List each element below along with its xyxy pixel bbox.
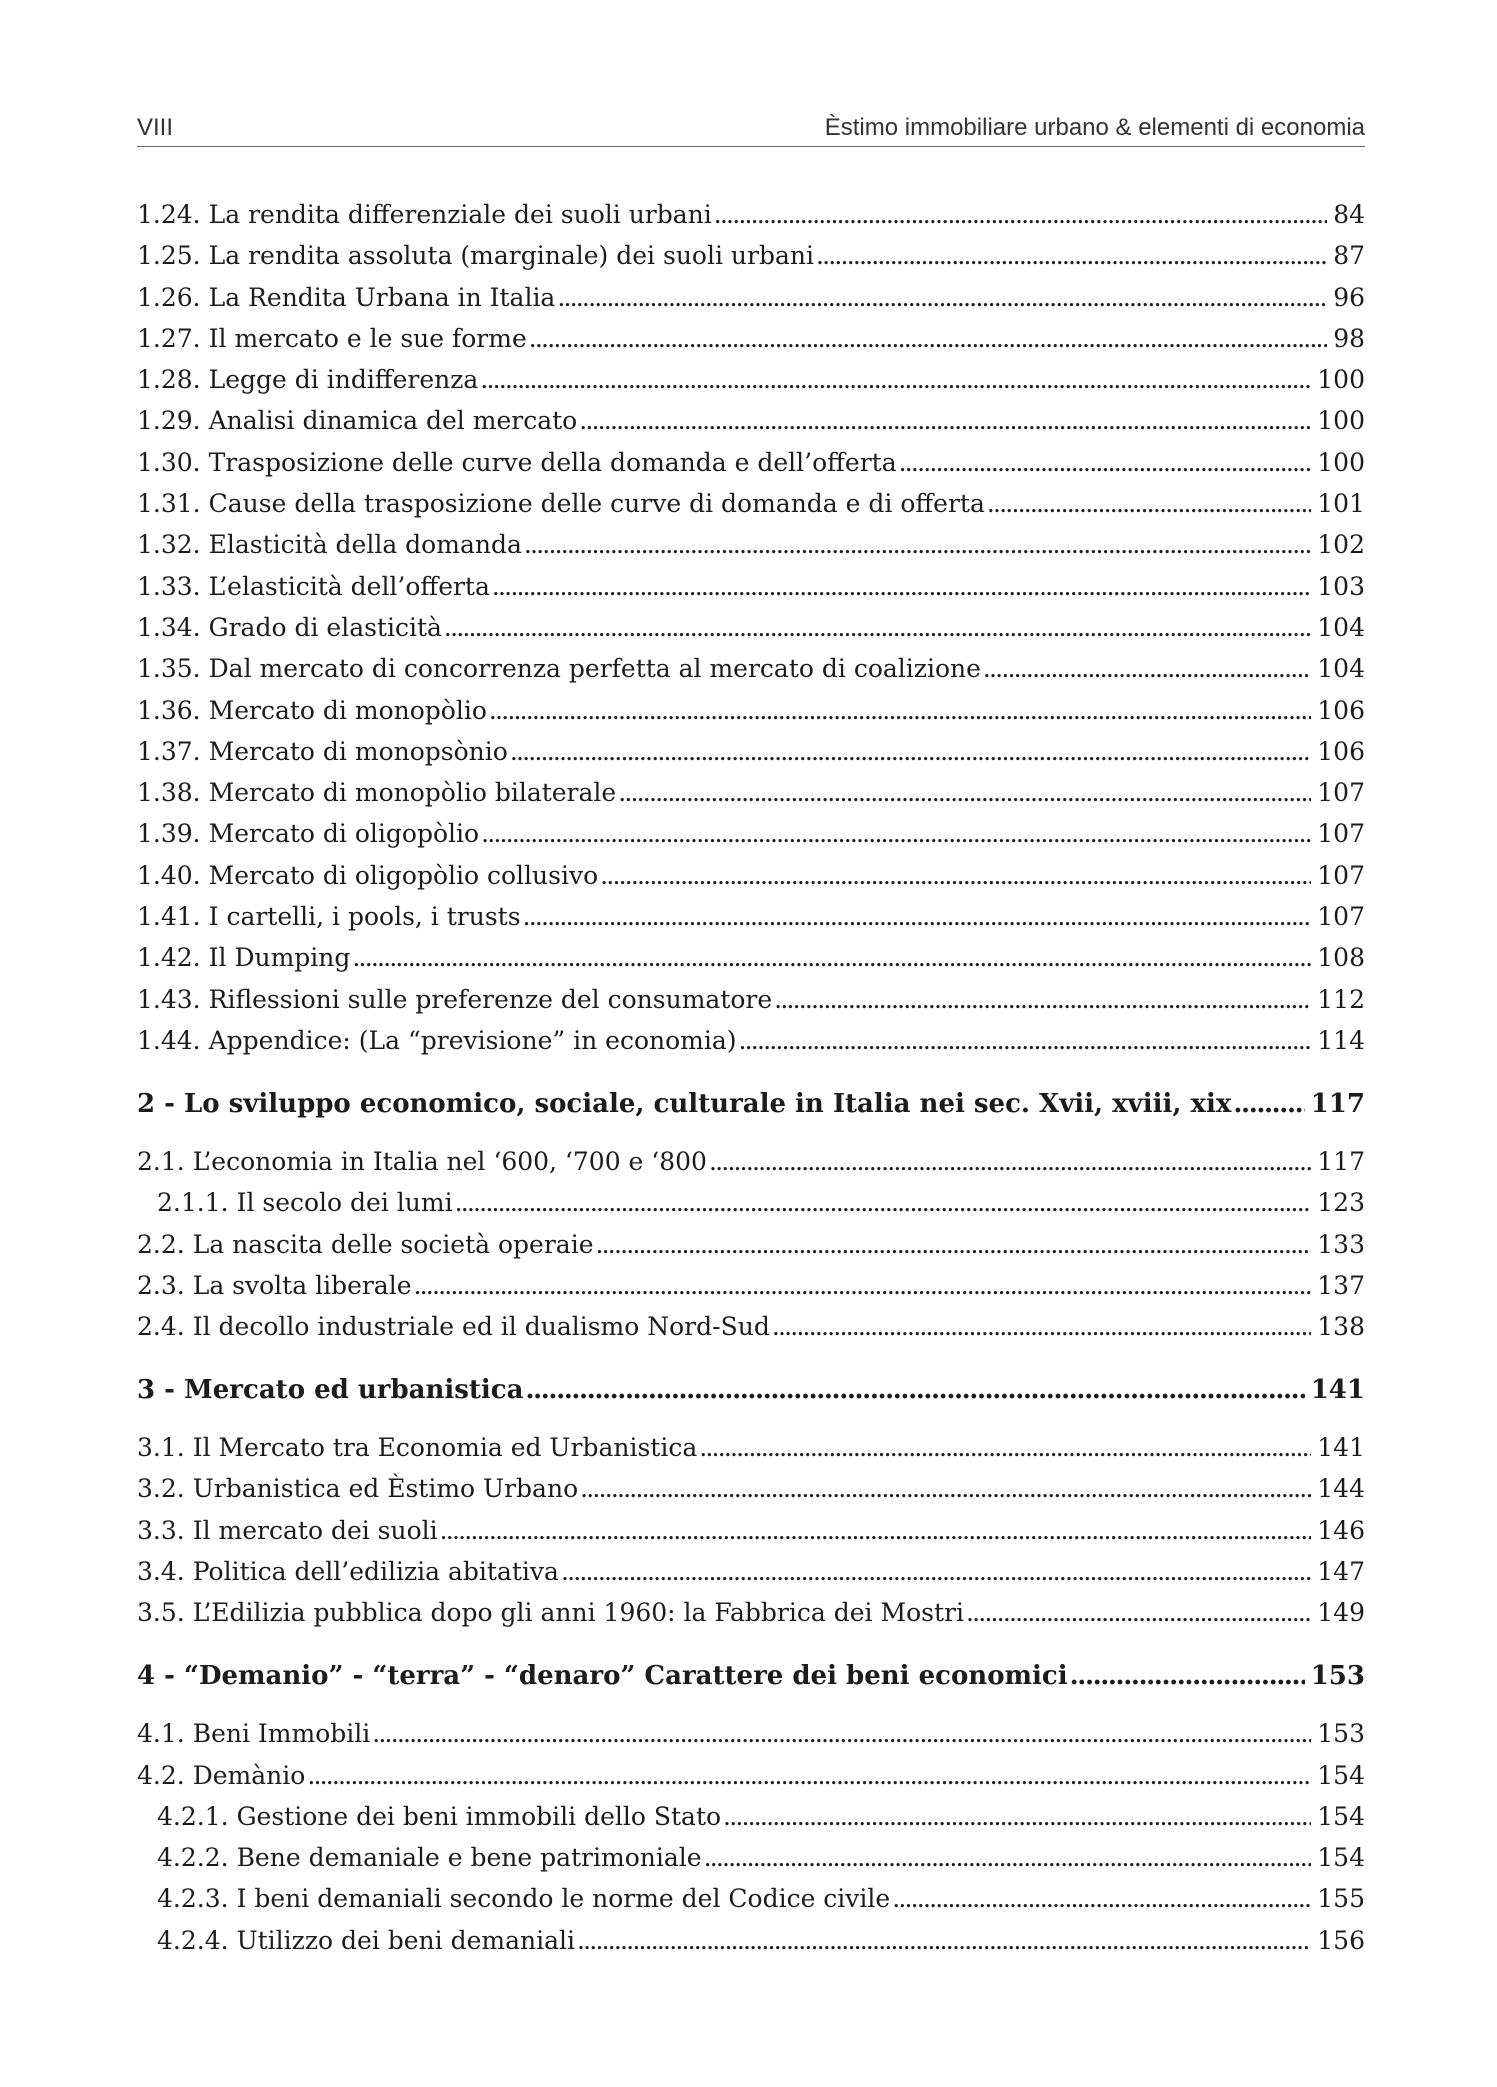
section-number: 1.40. xyxy=(137,860,201,890)
page-number: 84 xyxy=(1333,200,1365,229)
section-title: Analisi dinamica del mercato xyxy=(208,406,578,436)
table-of-contents xyxy=(137,194,1365,1961)
toc-entry xyxy=(137,1551,1365,1592)
entry-label xyxy=(157,1796,721,1837)
page-number: 106 xyxy=(1317,695,1365,725)
section-title: Urbanistica ed Èstimo Urbano xyxy=(192,1474,579,1504)
page-number: 104 xyxy=(1317,654,1365,684)
section-title: Legge di indifferenza xyxy=(208,365,479,395)
toc-entry xyxy=(137,979,1365,1020)
section-title: L’economia in Italia nel ‘600, ‘700 e ‘800 xyxy=(192,1146,707,1176)
dot-leader xyxy=(524,524,1311,565)
toc-entry xyxy=(137,1020,1365,1061)
entry-label xyxy=(137,813,479,854)
entry-label xyxy=(137,772,616,813)
toc-chapter-4 xyxy=(137,1634,1365,1961)
section-title: Appendice: (La “previsione” in economia) xyxy=(208,1025,737,1055)
section-number: 1.25. xyxy=(137,241,201,271)
section-number: 1.33. xyxy=(137,571,201,601)
page-number: 146 xyxy=(1317,1515,1365,1545)
section-title: Mercato di monopòlio xyxy=(208,695,487,725)
dot-leader xyxy=(481,813,1311,854)
dot-leader xyxy=(704,1837,1312,1878)
page-number: 155 xyxy=(1317,1884,1365,1914)
dot-leader xyxy=(480,359,1311,400)
section-title: Mercato di oligopòlio collusivo xyxy=(208,860,599,890)
section-number: 3.5. xyxy=(137,1598,185,1628)
section-number: 1.26. xyxy=(137,282,201,312)
page-number: 101 xyxy=(1317,489,1365,519)
page-number: 141 xyxy=(1317,1433,1365,1463)
entry-label xyxy=(137,483,985,524)
chapter-heading xyxy=(137,1368,1365,1412)
section-title: I cartelli, i pools, i trusts xyxy=(208,902,521,932)
section-title: L’Edilizia pubblica dopo gli anni 1960: la Fabbrica dei Mostri xyxy=(192,1598,964,1628)
page-number: 154 xyxy=(1317,1843,1365,1873)
section-title: Mercato di oligopòlio xyxy=(208,819,480,849)
section-title: Il Dumping xyxy=(208,943,351,973)
dot-leader xyxy=(579,400,1311,441)
section-number: 1.39. xyxy=(137,819,201,849)
section-title: Il mercato dei suoli xyxy=(192,1515,438,1545)
toc-subentry xyxy=(137,1920,1365,1961)
section-title: Riflessioni sulle preferenze del consumatore xyxy=(208,984,773,1014)
section-title: Beni Immobili xyxy=(192,1719,371,1749)
dot-leader xyxy=(307,1755,1311,1796)
entry-label xyxy=(157,1837,702,1878)
toc-entry xyxy=(137,1755,1365,1796)
section-title: Utilizzo dei beni demaniali xyxy=(236,1925,575,1955)
section-title: Il Mercato tra Economia ed Urbanistica xyxy=(192,1433,698,1463)
chapter-title: 4 - “Demanio” - “terra” - “denaro” Carattere dei beni economici xyxy=(137,1660,1068,1691)
section-number: 2.4. xyxy=(137,1312,185,1342)
toc-entry xyxy=(137,524,1365,565)
toc-entry xyxy=(137,1427,1365,1468)
entry-label xyxy=(137,1306,770,1347)
entry-label xyxy=(137,855,598,896)
page-number: 106 xyxy=(1317,736,1365,766)
toc-entry xyxy=(137,937,1365,978)
section-number: 1.38. xyxy=(137,778,201,808)
page-number: 117 xyxy=(1310,1088,1365,1119)
page-number: 153 xyxy=(1310,1660,1365,1691)
section-number: 2.2. xyxy=(137,1229,185,1259)
section-title: Grado di elasticità xyxy=(208,612,442,642)
section-title: Mercato di monopòlio bilaterale xyxy=(208,778,617,808)
section-title: Politica dell’edilizia abitativa xyxy=(192,1556,559,1586)
section-number: 1.29. xyxy=(137,406,201,436)
section-number: 4.2.2. xyxy=(157,1843,229,1873)
dot-leader xyxy=(966,1592,1311,1633)
section-title: Mercato di monopsònio xyxy=(208,736,508,766)
dot-leader xyxy=(352,937,1311,978)
section-title: La rendita assoluta (marginale) dei suoli urbani xyxy=(208,241,814,271)
toc-entry xyxy=(137,896,1365,937)
toc-entry xyxy=(137,318,1365,359)
section-number: 1.42. xyxy=(137,943,201,973)
entry-label xyxy=(137,1224,594,1265)
section-number: 1.32. xyxy=(137,530,201,560)
dot-leader xyxy=(489,690,1311,731)
chapter-heading xyxy=(137,1082,1365,1126)
section-number: 4.2. xyxy=(137,1760,185,1790)
page-number: 138 xyxy=(1317,1312,1365,1342)
dot-leader xyxy=(414,1265,1312,1306)
entry-label xyxy=(137,1755,305,1796)
entry-label xyxy=(137,359,478,400)
entry-label xyxy=(137,318,527,359)
chapter-heading xyxy=(137,1654,1365,1698)
entry-label xyxy=(137,194,712,235)
toc-entry xyxy=(137,607,1365,648)
toc-entry xyxy=(137,277,1365,318)
section-number: 1.31. xyxy=(137,489,201,519)
page-number: 107 xyxy=(1317,819,1365,849)
toc-entry xyxy=(137,1713,1365,1754)
entry-label xyxy=(137,400,577,441)
section-number: 1.27. xyxy=(137,323,201,353)
dot-leader xyxy=(510,731,1311,772)
entry-label xyxy=(137,1020,737,1061)
toc-entry xyxy=(137,1265,1365,1306)
toc-entry xyxy=(137,855,1365,896)
toc-entry xyxy=(137,1224,1365,1265)
toc-entry xyxy=(137,235,1365,276)
dot-leader xyxy=(557,277,1327,318)
toc-entry xyxy=(137,1468,1365,1509)
dot-leader xyxy=(983,648,1311,689)
section-number: 2.1.1. xyxy=(157,1188,229,1218)
page-number: 98 xyxy=(1333,323,1365,353)
entry-label xyxy=(137,1713,370,1754)
section-title: Gestione dei beni immobili dello Stato xyxy=(236,1801,722,1831)
toc-entry xyxy=(137,690,1365,731)
entry-label xyxy=(137,937,350,978)
entry-label xyxy=(157,1920,575,1961)
toc-entry xyxy=(137,1141,1365,1182)
entry-label xyxy=(137,607,442,648)
dot-leader xyxy=(774,979,1311,1020)
section-title: Bene demaniale e bene patrimoniale xyxy=(236,1843,702,1873)
toc-entry xyxy=(137,1306,1365,1347)
page-number: 149 xyxy=(1317,1598,1365,1628)
toc-entry xyxy=(137,813,1365,854)
toc-entry xyxy=(137,194,1365,235)
dot-leader xyxy=(444,607,1311,648)
header-rule xyxy=(137,146,1365,147)
page-number: 153 xyxy=(1317,1719,1365,1749)
dot-leader xyxy=(739,1020,1312,1061)
dot-leader xyxy=(714,194,1327,235)
section-title: La Rendita Urbana in Italia xyxy=(208,282,556,312)
toc-entry xyxy=(137,483,1365,524)
section-number: 2.3. xyxy=(137,1270,185,1300)
page-number: 100 xyxy=(1317,406,1365,436)
section-title: Elasticità della domanda xyxy=(208,530,522,560)
toc-entry xyxy=(137,359,1365,400)
section-number: 3.2. xyxy=(137,1474,185,1504)
section-number: 3.3. xyxy=(137,1515,185,1545)
page-number: 133 xyxy=(1317,1229,1365,1259)
toc-subentry xyxy=(137,1182,1365,1223)
entry-label xyxy=(137,277,555,318)
page-number: 104 xyxy=(1317,612,1365,642)
page-number: 114 xyxy=(1317,1025,1365,1055)
section-title: Il secolo dei lumi xyxy=(236,1188,453,1218)
entry-label xyxy=(137,690,487,731)
entry-label xyxy=(137,979,772,1020)
section-number: 1.34. xyxy=(137,612,201,642)
page-number: 100 xyxy=(1317,447,1365,477)
chapter-title: 2 - Lo sviluppo economico, sociale, culturale in Italia nei sec. Xvii, xviii, xix xyxy=(137,1088,1232,1119)
dot-leader xyxy=(618,772,1311,813)
toc-chapter-3 xyxy=(137,1347,1365,1633)
page-number: 137 xyxy=(1317,1270,1365,1300)
section-number: 4.2.3. xyxy=(157,1884,229,1914)
toc-entry xyxy=(137,1592,1365,1633)
section-number: 1.28. xyxy=(137,365,201,395)
page-number: 144 xyxy=(1317,1474,1365,1504)
page-number: 102 xyxy=(1317,530,1365,560)
page-number: 123 xyxy=(1317,1188,1365,1218)
section-number: 3.4. xyxy=(137,1556,185,1586)
toc-entry xyxy=(137,648,1365,689)
toc-entry xyxy=(137,1510,1365,1551)
dot-leader xyxy=(987,483,1311,524)
toc-entry xyxy=(137,442,1365,483)
page-number: 107 xyxy=(1317,902,1365,932)
running-header xyxy=(137,113,1365,143)
entry-label xyxy=(137,566,490,607)
page-number: 154 xyxy=(1317,1760,1365,1790)
toc-subentry xyxy=(137,1796,1365,1837)
entry-label xyxy=(137,731,508,772)
chapter-title: 3 - Mercato ed urbanistica xyxy=(137,1374,524,1405)
dot-leader xyxy=(899,442,1312,483)
section-title: Trasposizione delle curve della domanda e dell’offerta xyxy=(208,447,897,477)
dot-leader xyxy=(816,235,1327,276)
section-title: La rendita differenziale dei suoli urbani xyxy=(208,200,712,229)
toc-entry xyxy=(137,731,1365,772)
section-title: L’elasticità dell’offerta xyxy=(208,571,490,601)
section-number: 4.2.1. xyxy=(157,1801,229,1831)
dot-leader xyxy=(892,1878,1311,1919)
entry-label xyxy=(137,1510,438,1551)
page-number: 100 xyxy=(1317,365,1365,395)
entry-label xyxy=(157,1182,453,1223)
page-number: 103 xyxy=(1317,571,1365,601)
page-number: 107 xyxy=(1317,860,1365,890)
dot-leader xyxy=(440,1510,1312,1551)
section-number: 1.41. xyxy=(137,902,201,932)
dot-leader xyxy=(523,896,1312,937)
section-number: 4.2.4. xyxy=(157,1925,229,1955)
dot-leader xyxy=(580,1468,1311,1509)
entry-label xyxy=(137,1427,697,1468)
dot-leader xyxy=(455,1182,1312,1223)
entry-label xyxy=(137,524,522,565)
entry-label xyxy=(137,235,814,276)
dot-leader xyxy=(1070,1654,1305,1698)
section-title: Il decollo industriale ed il dualismo Nord-Sud xyxy=(192,1312,770,1342)
section-number: 1.44. xyxy=(137,1025,201,1055)
section-title: La nascita delle società operaie xyxy=(192,1229,594,1259)
running-title: Èstimo immobiliare urbano & elementi di economia xyxy=(824,114,1365,141)
dot-leader xyxy=(577,1920,1311,1961)
entry-label xyxy=(137,1592,964,1633)
toc-entry xyxy=(137,772,1365,813)
dot-leader xyxy=(596,1224,1312,1265)
dot-leader xyxy=(1233,1082,1304,1126)
section-number: 1.37. xyxy=(137,736,201,766)
toc-entry xyxy=(137,400,1365,441)
section-title: Dal mercato di concorrenza perfetta al mercato di coalizione xyxy=(208,654,981,684)
section-title: Cause della trasposizione delle curve di domanda e di offerta xyxy=(208,489,985,519)
page-number: 117 xyxy=(1317,1146,1365,1176)
entry-label xyxy=(137,1141,707,1182)
dot-leader xyxy=(492,566,1311,607)
page-number: 108 xyxy=(1317,943,1365,973)
toc-section-continued xyxy=(137,194,1365,1061)
entry-label xyxy=(137,1468,578,1509)
section-number: 1.43. xyxy=(137,984,201,1014)
toc-chapter-2 xyxy=(137,1061,1365,1347)
entry-label xyxy=(137,648,981,689)
entry-label xyxy=(137,1551,559,1592)
section-number: 1.30. xyxy=(137,447,201,477)
section-number: 1.35. xyxy=(137,654,201,684)
toc-subentry xyxy=(137,1837,1365,1878)
page-folio: VIII xyxy=(137,114,174,141)
section-title: I beni demaniali secondo le norme del Codice civile xyxy=(236,1884,891,1914)
dot-leader xyxy=(699,1427,1311,1468)
section-number: 2.1. xyxy=(137,1146,185,1176)
entry-label xyxy=(137,896,521,937)
section-title: Il mercato e le sue forme xyxy=(208,323,527,353)
dot-leader xyxy=(561,1551,1311,1592)
dot-leader xyxy=(529,318,1327,359)
dot-leader xyxy=(600,855,1311,896)
page-number: 156 xyxy=(1317,1925,1365,1955)
section-title: La svolta liberale xyxy=(192,1270,412,1300)
dot-leader xyxy=(372,1713,1311,1754)
entry-label xyxy=(137,442,897,483)
section-number: 3.1. xyxy=(137,1433,185,1463)
toc-entry xyxy=(137,566,1365,607)
toc-subentry xyxy=(137,1878,1365,1919)
page-number: 96 xyxy=(1333,282,1365,312)
page-number: 154 xyxy=(1317,1801,1365,1831)
dot-leader xyxy=(772,1306,1311,1347)
section-number: 1.36. xyxy=(137,695,201,725)
entry-label xyxy=(157,1878,890,1919)
section-title: Demànio xyxy=(192,1760,306,1790)
dot-leader xyxy=(709,1141,1311,1182)
page-number: 141 xyxy=(1310,1374,1365,1405)
page-number: 112 xyxy=(1317,984,1365,1014)
dot-leader xyxy=(723,1796,1311,1837)
dot-leader xyxy=(525,1368,1304,1412)
page-number: 87 xyxy=(1333,241,1365,271)
section-number: 1.24. xyxy=(137,200,201,229)
page-number: 147 xyxy=(1317,1556,1365,1586)
entry-label xyxy=(137,1265,412,1306)
page-number: 107 xyxy=(1317,778,1365,808)
section-number: 4.1. xyxy=(137,1719,185,1749)
